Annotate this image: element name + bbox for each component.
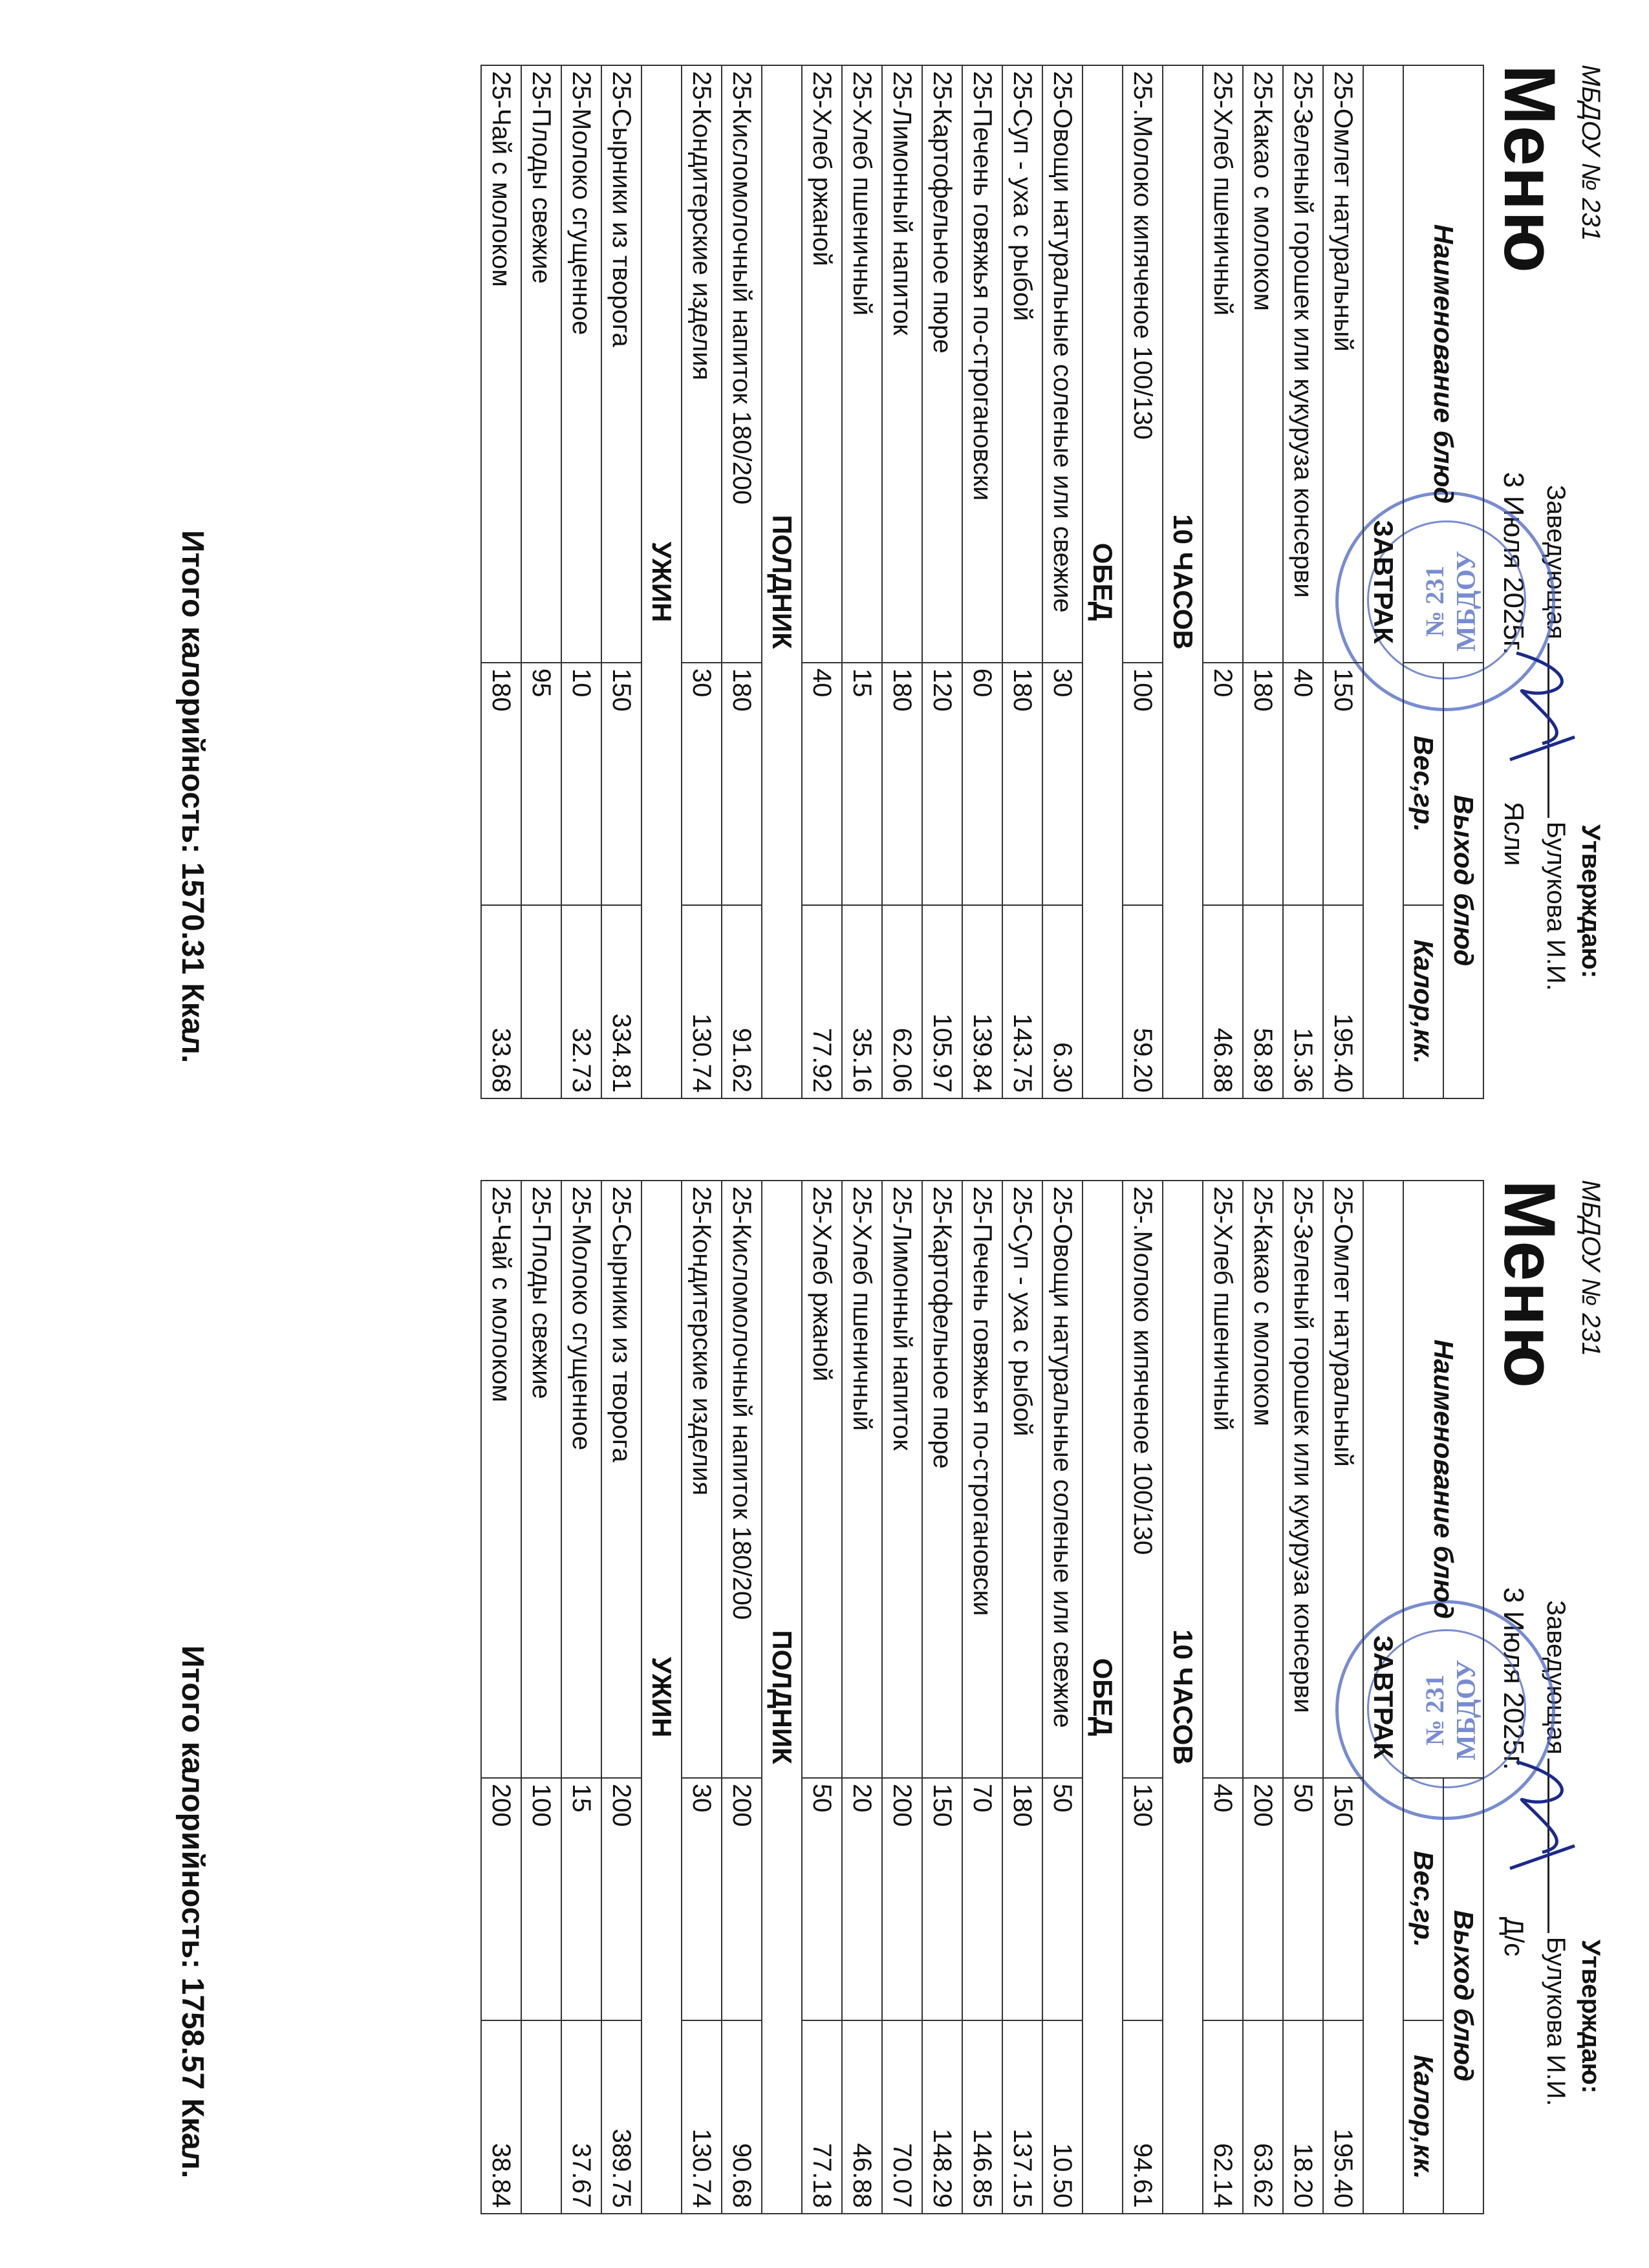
dish-calories: 195.40	[1323, 905, 1363, 1098]
table-row	[521, 65, 561, 1098]
table-row	[1323, 65, 1363, 1098]
dish-name: 25-Картофельное пюре	[922, 1181, 962, 1778]
col-header-name: Наименование блюд	[1403, 65, 1483, 663]
table-row	[481, 65, 521, 1098]
stamp-text: МБДОУ	[1452, 1660, 1482, 1760]
dish-name: 25-Молоко сгущенное	[561, 1181, 601, 1778]
dish-weight: 120	[922, 663, 962, 905]
col-header-name: Наименование блюд	[1403, 1181, 1483, 1778]
stamp-number: № 231	[1420, 1674, 1449, 1746]
dish-name: 25-Чай с молоком	[481, 1181, 521, 1778]
table-row	[1243, 1181, 1283, 2214]
dish-name: 25-Сырники из творога	[601, 1181, 641, 1778]
table-row	[882, 1181, 922, 2214]
col-header-kcal: Калор,кк.	[1403, 905, 1443, 1098]
table-row	[481, 1181, 521, 2214]
dish-weight: 30	[682, 1778, 722, 2020]
dish-name: 25-Суп - уха с рыбой	[1002, 1181, 1042, 1778]
meal-section-row	[762, 65, 802, 1098]
dish-weight: 30	[1042, 663, 1083, 905]
dish-calories: 38.84	[481, 2020, 521, 2214]
dish-calories: 130.74	[682, 2020, 722, 2214]
dish-weight: 200	[722, 1778, 762, 2020]
table-row	[521, 1181, 561, 2214]
dish-weight: 180	[1243, 663, 1283, 905]
org-name: МБДОУ № 231	[1577, 65, 1605, 241]
dish-name: 25-Плоды свежие	[521, 1181, 561, 1778]
table-row	[802, 65, 842, 1098]
dish-calories: 46.88	[1203, 905, 1243, 1098]
menu-kindergarten	[0, 1154, 1649, 2221]
dish-calories: 46.88	[842, 2020, 882, 2214]
dish-name: 25-Зеленый горошек или кукуруза консерви	[1283, 1181, 1323, 1778]
dish-name: 25-Плоды свежие	[521, 65, 561, 663]
dish-calories: 32.73	[561, 905, 601, 1098]
table-row	[1042, 1181, 1083, 2214]
table-row	[561, 1181, 601, 2214]
manager-name: Булукова И.И.	[1542, 821, 1570, 991]
dish-calories: 62.14	[1203, 2020, 1243, 2214]
dish-calories: 148.29	[922, 2020, 962, 2214]
dish-weight: 95	[521, 663, 561, 905]
dish-name: 25-Чай с молоком	[481, 65, 521, 663]
manager-label: Заведующая	[1542, 485, 1570, 639]
group-name: Ясли	[1499, 802, 1529, 866]
col-header-output: Выход блюд	[1443, 1778, 1483, 2214]
dish-calories: 15.36	[1283, 905, 1323, 1098]
col-header-weight: Вес,гр.	[1403, 663, 1443, 905]
meal-section-row	[1363, 65, 1403, 1098]
table-row	[1203, 1181, 1243, 2214]
dish-calories: 10.50	[1042, 2020, 1083, 2214]
menu-title: Меню	[1489, 65, 1570, 273]
dish-calories: 35.16	[842, 905, 882, 1098]
meal-section-title: 10 ЧАСОВ	[1163, 1181, 1203, 2214]
dish-calories: 105.97	[922, 905, 962, 1098]
dish-calories: 146.85	[962, 2020, 1002, 2214]
table-row	[1283, 65, 1323, 1098]
dish-weight: 180	[1002, 1778, 1042, 2020]
table-row	[882, 65, 922, 1098]
dish-calories: 70.07	[882, 2020, 922, 2214]
dish-name: 25-Хлеб пшеничный	[1203, 65, 1243, 663]
table-row	[1002, 1181, 1042, 2214]
manager-name: Булукова И.И.	[1542, 1936, 1570, 2106]
meal-section-row	[1163, 1181, 1203, 2214]
dish-name: 25-Кондитерские изделия	[682, 1181, 722, 1778]
total-calories: Итого калорийность: 1570.31 Ккал.	[175, 530, 210, 1064]
dish-calories	[521, 905, 561, 1098]
dish-weight: 200	[882, 1778, 922, 2020]
dish-calories: 62.06	[882, 905, 922, 1098]
dish-name: 25-Печень говяжья по-строгановски	[962, 65, 1002, 663]
dish-calories	[521, 2020, 561, 2214]
dish-name: 25-Овощи натуральные соленые или свежие	[1042, 65, 1083, 663]
dish-name: 25-Сырники из творога	[601, 65, 641, 663]
dish-weight: 150	[601, 663, 641, 905]
dish-calories: 33.68	[481, 905, 521, 1098]
table-row	[1203, 65, 1243, 1098]
dish-weight: 200	[481, 1778, 521, 2020]
dish-weight: 40	[1203, 1778, 1243, 2020]
dish-calories: 63.62	[1243, 2020, 1283, 2214]
menu-rows	[481, 65, 1403, 1098]
table-row	[722, 1181, 762, 2214]
table-row	[1283, 1181, 1323, 2214]
dish-name: 25-Омлет натуральный	[1323, 1181, 1363, 1778]
dish-weight: 15	[842, 663, 882, 905]
menu-nursery	[0, 39, 1649, 1106]
meal-section-row	[1083, 1181, 1123, 2214]
dish-weight: 150	[1323, 663, 1363, 905]
meal-section-title: 10 ЧАСОВ	[1163, 65, 1203, 1098]
dish-name: 25-.Молоко кипяченое 100/130	[1123, 1181, 1163, 1778]
dish-name: 25-Хлеб ржаной	[802, 65, 842, 663]
dish-name: 25-Лимонный напиток	[882, 65, 922, 663]
meal-section-title: ЗАВТРАК	[1363, 65, 1403, 1098]
table-row	[962, 65, 1002, 1098]
dish-weight: 70	[962, 1778, 1002, 2020]
dish-weight: 130	[1123, 1778, 1163, 2020]
meal-section-title: ЗАВТРАК	[1363, 1181, 1403, 2214]
dish-weight: 180	[1002, 663, 1042, 905]
stamp-number: № 231	[1420, 565, 1449, 637]
menu-table	[480, 1180, 1484, 2214]
dish-weight: 100	[521, 1778, 561, 2020]
signature-mark	[1497, 640, 1588, 769]
table-row	[1042, 65, 1083, 1098]
table-row	[962, 1181, 1002, 2214]
org-name: МБДОУ № 231	[1577, 1180, 1605, 1356]
dish-name: 25-Овощи натуральные соленые или свежие	[1042, 1181, 1083, 1778]
dish-name: 25-Зеленый горошек или кукуруза консерви	[1283, 65, 1323, 663]
table-row	[1123, 1181, 1163, 2214]
dish-calories: 59.20	[1123, 905, 1163, 1098]
dish-calories: 37.67	[561, 2020, 601, 2214]
dish-calories: 58.89	[1243, 905, 1283, 1098]
dish-calories: 389.75	[601, 2020, 641, 2214]
dish-name: 25-Хлеб ржаной	[802, 1181, 842, 1778]
dish-weight: 20	[1203, 663, 1243, 905]
dish-weight: 30	[682, 663, 722, 905]
dish-calories: 77.18	[802, 2020, 842, 2214]
dish-name: 25-Лимонный напиток	[882, 1181, 922, 1778]
dish-calories: 18.20	[1283, 2020, 1323, 2214]
table-row	[842, 1181, 882, 2214]
dish-weight: 180	[481, 663, 521, 905]
meal-section-title: ПОЛДНИК	[762, 1181, 802, 2214]
dish-weight: 180	[722, 663, 762, 905]
table-row	[842, 65, 882, 1098]
dish-weight: 50	[1283, 1778, 1323, 2020]
stamp-text: МБДОУ	[1452, 551, 1482, 652]
group-name: Д/с	[1499, 1917, 1529, 1957]
meal-section-row	[1083, 65, 1123, 1098]
table-row	[601, 65, 641, 1098]
menu-title: Меню	[1489, 1180, 1570, 1389]
dish-name: 25-Хлеб пшеничный	[842, 65, 882, 663]
dish-weight: 200	[1243, 1778, 1283, 2020]
table-row	[722, 65, 762, 1098]
meal-section-title: ПОЛДНИК	[762, 65, 802, 1098]
dish-weight: 20	[842, 1778, 882, 2020]
table-row	[682, 1181, 722, 2214]
dish-name: 25-Суп - уха с рыбой	[1002, 65, 1042, 663]
dish-calories: 94.61	[1123, 2020, 1163, 2214]
meal-section-title: ОБЕД	[1083, 65, 1123, 1098]
table-row	[682, 65, 722, 1098]
dish-weight: 15	[561, 1778, 601, 2020]
dish-weight: 50	[1042, 1778, 1083, 2020]
dish-weight: 180	[882, 663, 922, 905]
manager-label: Заведующая	[1542, 1600, 1570, 1755]
dish-calories: 195.40	[1323, 2020, 1363, 2214]
dish-name: 25-Какао с молоком	[1243, 1181, 1283, 1778]
col-header-kcal: Калор,кк.	[1403, 2020, 1443, 2214]
table-row	[1243, 65, 1283, 1098]
meal-section-row	[762, 1181, 802, 2214]
dish-name: 25-Картофельное пюре	[922, 65, 962, 663]
meal-section-row	[641, 1181, 682, 2214]
dish-name: 25-Хлеб пшеничный	[1203, 1181, 1243, 1778]
dish-name: 25-Хлеб пшеничный	[842, 1181, 882, 1778]
dish-weight: 150	[1323, 1778, 1363, 2020]
dish-weight: 50	[802, 1778, 842, 2020]
table-row	[1123, 65, 1163, 1098]
menu-rows	[481, 1181, 1403, 2214]
dish-name: 25-Кондитерские изделия	[682, 65, 722, 663]
table-row	[601, 1181, 641, 2214]
signature-mark	[1497, 1749, 1588, 1878]
meal-section-title: УЖИН	[641, 1181, 682, 2214]
table-row	[1323, 1181, 1363, 2214]
meal-section-row	[1163, 65, 1203, 1098]
meal-section-row	[1363, 1181, 1403, 2214]
table-row	[922, 65, 962, 1098]
table-row	[561, 65, 601, 1098]
dish-weight: 150	[922, 1778, 962, 2020]
table-row	[802, 1181, 842, 2214]
dish-calories: 137.15	[1002, 2020, 1042, 2214]
dish-name: 25-.Молоко кипяченое 100/130	[1123, 65, 1163, 663]
dish-weight: 100	[1123, 663, 1163, 905]
approve-label: Утверждаю:	[1577, 1940, 1605, 2094]
meal-section-title: ОБЕД	[1083, 1181, 1123, 2214]
meal-section-title: УЖИН	[641, 65, 682, 1098]
total-calories: Итого калорийность: 1758.57 Ккал.	[175, 1645, 210, 2179]
dish-name: 25-Омлет натуральный	[1323, 65, 1363, 663]
dish-calories: 77.92	[802, 905, 842, 1098]
col-header-output: Выход блюд	[1443, 663, 1483, 1098]
dish-weight: 200	[601, 1778, 641, 2020]
menu-date: 3 Июля 2025г.	[1498, 472, 1529, 655]
dish-name: 25-Кисломолочный напиток 180/200	[722, 65, 762, 663]
dish-name: 25-Кисломолочный напиток 180/200	[722, 1181, 762, 1778]
meal-section-row	[641, 65, 682, 1098]
dish-calories: 143.75	[1002, 905, 1042, 1098]
dish-calories: 334.81	[601, 905, 641, 1098]
dish-weight: 40	[1283, 663, 1323, 905]
approve-label: Утверждаю:	[1577, 824, 1605, 979]
dish-weight: 10	[561, 663, 601, 905]
dish-name: 25-Печень говяжья по-строгановски	[962, 1181, 1002, 1778]
dish-name: 25-Молоко сгущенное	[561, 65, 601, 663]
table-row	[1002, 65, 1042, 1098]
dish-calories: 91.62	[722, 905, 762, 1098]
menu-date: 3 Июля 2025г.	[1498, 1587, 1529, 1770]
dish-weight: 60	[962, 663, 1002, 905]
table-row	[922, 1181, 962, 2214]
dish-weight: 40	[802, 663, 842, 905]
menu-table	[480, 65, 1484, 1099]
dish-calories: 139.84	[962, 905, 1002, 1098]
dish-calories: 90.68	[722, 2020, 762, 2214]
col-header-weight: Вес,гр.	[1403, 1778, 1443, 2020]
dish-calories: 130.74	[682, 905, 722, 1098]
dish-calories: 6.30	[1042, 905, 1083, 1098]
dish-name: 25-Какао с молоком	[1243, 65, 1283, 663]
